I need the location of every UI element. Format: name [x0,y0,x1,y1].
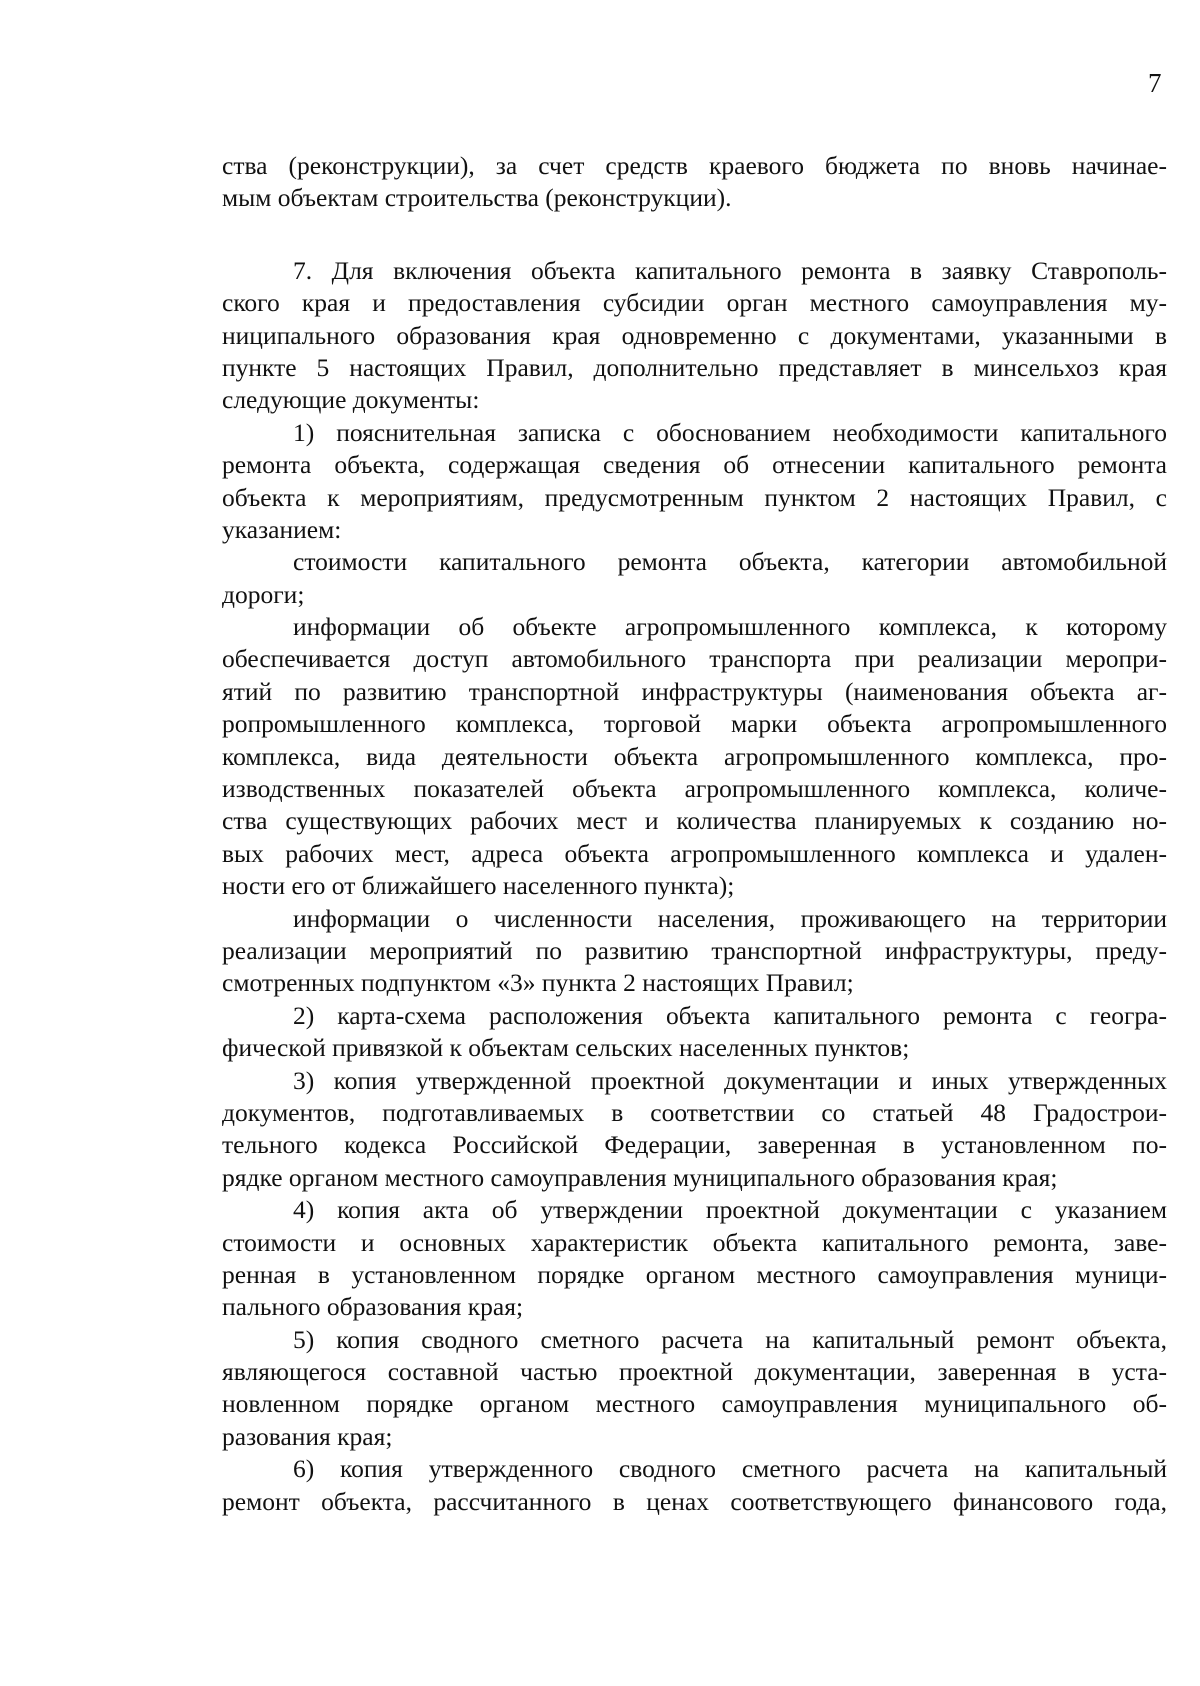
text-line: документов, подготавливаемых в соответствии со статьей 48 Градострои- [222,1097,1167,1127]
text-line: информации об объекте агропромышленного комплекса, к которому [293,612,1167,642]
text-line: 1) пояснительная записка с обоснованием необходимости капитального [293,417,1167,447]
text-line: изводственных показателей объекта агропромышленного комплекса, количе- [222,774,1167,804]
text-line: ремонт объекта, рассчитанного в ценах соответствующего финансового года, [222,1486,1167,1516]
text-line: указанием: [222,514,342,544]
text-line: смотренных подпунктом «3» пункта 2 настоящих Правил; [222,968,854,998]
text-line: следующие документы: [222,385,480,415]
text-line: ренная в установленном порядке органом местного самоуправления муници- [222,1259,1167,1289]
text-line: разования края; [222,1421,393,1451]
text-line: стоимости капитального ремонта объекта, категории автомобильной [293,547,1167,577]
text-line: комплекса, вида деятельности объекта агропромышленного комплекса, про- [222,741,1167,771]
text-line: 4) копия акта об утверждении проектной документации с указанием [293,1195,1167,1225]
text-line: рядке органом местного самоуправления муниципального образования края; [222,1162,1058,1192]
text-line: мым объектам строительства (реконструкции). [222,183,732,213]
text-line: 3) копия утвержденной проектной документации и иных утвержденных [293,1065,1167,1095]
text-line: 5) копия сводного сметного расчета на капитальный ремонт объекта, [293,1324,1167,1354]
text-line: дороги; [222,579,305,609]
text-line: тельного кодекса Российской Федерации, заверенная в установленном по- [222,1130,1167,1160]
text-line: объекта к мероприятиям, предусмотренным пунктом 2 настоящих Правил, с [222,482,1167,512]
text-line: новленном порядке органом местного самоуправления муниципального об- [222,1389,1167,1419]
text-line: 6) копия утвержденного сводного сметного расчета на капитальный [293,1454,1167,1484]
text-line: ремонта объекта, содержащая сведения об отнесении капитального ремонта [222,450,1167,480]
text-line: реализации мероприятий по развитию транспортной инфраструктуры, преду- [222,935,1167,965]
text-line: фической привязкой к объектам сельских населенных пунктов; [222,1033,910,1063]
text-line: ства существующих рабочих мест и количества планируемых к созданию но- [222,806,1167,836]
text-line: пального образования края; [222,1292,524,1322]
text-line: ского края и предоставления субсидии орган местного самоуправления му- [222,288,1167,318]
text-line: стоимости и основных характеристик объекта капитального ремонта, заве- [222,1227,1167,1257]
text-line: 7. Для включения объекта капитального ремонта в заявку Ставрополь- [293,255,1167,285]
text-line: ропромышленного комплекса, торговой марки объекта агропромышленного [222,709,1167,739]
text-line: ности его от ближайшего населенного пункта); [222,871,735,901]
paragraph-gap [222,215,1167,255]
text-line: вых рабочих мест, адреса объекта агропромышленного комплекса и удален- [222,838,1167,868]
text-line: ятий по развитию транспортной инфраструктуры (наименования объекта аг- [222,676,1167,706]
text-line: обеспечивается доступ автомобильного транспорта при реализации меропри- [222,644,1167,674]
text-line: информации о численности населения, проживающего на территории [293,903,1167,933]
page-number: 7 [1148,68,1162,98]
text-line: 2) карта-схема расположения объекта капитального ремонта с геогра- [293,1000,1167,1030]
text-line: ниципального образования края одновременно с документами, указанными в [222,320,1167,350]
text-line: являющегося составной частью проектной документации, заверенная в уста- [222,1357,1167,1387]
text-line: пункте 5 настоящих Правил, дополнительно представляет в минсельхоз края [222,352,1167,382]
text-line: ства (реконструкции), за счет средств краевого бюджета по вновь начинае- [222,151,1167,180]
document-body [222,150,1167,1518]
